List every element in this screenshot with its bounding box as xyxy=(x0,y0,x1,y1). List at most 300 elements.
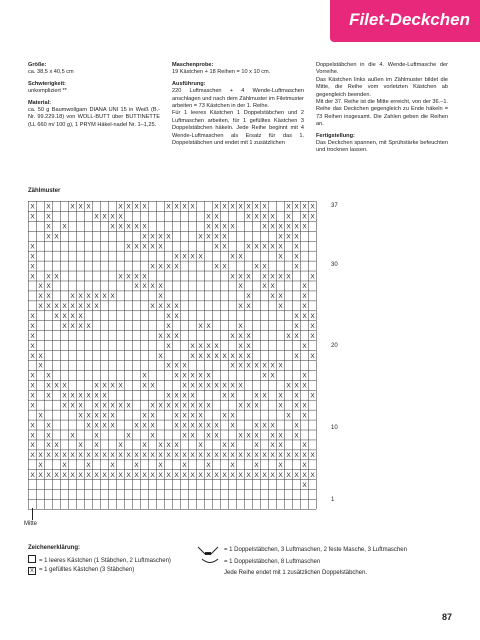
filled-cell: X xyxy=(62,382,67,390)
filled-cell: X xyxy=(262,283,267,291)
filled-cell: X xyxy=(302,203,307,211)
filled-cell: X xyxy=(166,263,171,271)
column-right xyxy=(316,62,448,159)
filled-cell: X xyxy=(198,372,203,380)
filled-cell: X xyxy=(38,352,43,360)
filled-cell: X xyxy=(230,362,235,370)
row-label-1: 1 xyxy=(331,497,335,503)
filled-cell: X xyxy=(30,342,35,350)
filled-cell: X xyxy=(238,253,243,261)
filled-cell: X xyxy=(246,213,251,221)
filled-cell: X xyxy=(286,273,291,281)
filled-cell: X xyxy=(294,452,299,460)
row-label-10: 10 xyxy=(331,425,338,431)
filled-cell: X xyxy=(214,452,219,460)
filled-cell: X xyxy=(134,203,139,211)
filled-cell: X xyxy=(310,392,315,400)
filled-cell: X xyxy=(94,303,99,311)
filled-cell: X xyxy=(142,472,147,480)
filled-cell: X xyxy=(238,352,243,360)
filled-cell: X xyxy=(222,223,227,231)
legend-empty-text: = 1 leeres Kästchen (1 Stäbchen, 2 Luftmaschen) xyxy=(39,558,171,564)
filled-cell: X xyxy=(78,472,83,480)
filled-cell: X xyxy=(38,452,43,460)
filled-cell: X xyxy=(230,332,235,340)
filled-cell: X xyxy=(150,412,155,420)
filled-cell: X xyxy=(142,203,147,211)
filled-cell: X xyxy=(62,322,67,330)
filled-cell: X xyxy=(198,472,203,480)
filled-cell: X xyxy=(62,462,67,470)
filled-cell: X xyxy=(46,293,51,301)
filled-cell: X xyxy=(302,303,307,311)
filled-cell: X xyxy=(214,203,219,211)
filled-cell: X xyxy=(30,213,35,221)
filled-cell: X xyxy=(86,462,91,470)
filled-cell: X xyxy=(174,442,179,450)
filled-cell: X xyxy=(230,452,235,460)
filled-cell: X xyxy=(246,293,251,301)
filled-cell: X xyxy=(254,203,259,211)
filled-cell: X xyxy=(222,263,227,271)
filled-cell: X xyxy=(110,402,115,410)
filled-cell: X xyxy=(110,213,115,221)
filled-cell: X xyxy=(78,412,83,420)
filled-cell: X xyxy=(254,432,259,440)
filled-cell: X xyxy=(278,392,283,400)
filled-cell: X xyxy=(286,203,291,211)
filled-cell: X xyxy=(174,472,179,480)
filled-cell: X xyxy=(174,412,179,420)
filled-cell: X xyxy=(246,273,251,281)
filled-cell: X xyxy=(110,462,115,470)
filled-cell: X xyxy=(174,402,179,410)
difficulty-heading: Schwierigkeit: xyxy=(28,80,66,87)
filled-cell: X xyxy=(246,472,251,480)
filled-cell: X xyxy=(78,402,83,410)
size-text: ca. 38,5 x 40,5 cm xyxy=(28,69,74,76)
filled-cell: X xyxy=(118,273,123,281)
filled-cell: X xyxy=(262,223,267,231)
filled-cell: X xyxy=(270,213,275,221)
filled-cell: X xyxy=(110,293,115,301)
filled-cell: X xyxy=(38,293,43,301)
filled-cell: X xyxy=(310,472,315,480)
filled-cell: X xyxy=(118,203,123,211)
filled-cell: X xyxy=(86,303,91,311)
title-banner xyxy=(330,0,480,42)
filled-cell: X xyxy=(262,263,267,271)
filled-cell: X xyxy=(270,452,275,460)
filled-cell: X xyxy=(118,382,123,390)
filled-cell: X xyxy=(262,452,267,460)
filled-cell: X xyxy=(126,203,131,211)
filled-cell: X xyxy=(270,273,275,281)
filled-cell: X xyxy=(246,432,251,440)
filled-cell: X xyxy=(302,412,307,420)
filled-cell: X xyxy=(206,233,211,241)
filled-cell: X xyxy=(302,382,307,390)
filled-cell: X xyxy=(174,332,179,340)
filled-cell: X xyxy=(158,452,163,460)
filled-cell: X xyxy=(286,472,291,480)
filled-cell: X xyxy=(294,263,299,271)
filled-cell: X xyxy=(294,392,299,400)
filled-cell: X xyxy=(62,452,67,460)
filled-cell: X xyxy=(246,362,251,370)
filled-cell: X xyxy=(262,372,267,380)
filled-cell: X xyxy=(158,442,163,450)
filled-cell: X xyxy=(174,362,179,370)
filled-cell: X xyxy=(142,452,147,460)
filled-cell: X xyxy=(198,412,203,420)
filled-cell: X xyxy=(54,273,59,281)
filled-cell: X xyxy=(46,452,51,460)
legend-empty xyxy=(28,555,171,565)
filled-cell: X xyxy=(30,402,35,410)
gauge-text: 19 Kästchen + 18 Reihen = 10 x 10 cm. xyxy=(172,69,271,76)
filled-cell: X xyxy=(150,263,155,271)
filled-cell: X xyxy=(214,472,219,480)
filled-cell: X xyxy=(78,442,83,450)
filled-cell: X xyxy=(214,352,219,360)
gauge-heading: Maschenprobe: xyxy=(172,62,214,68)
filled-cell: X xyxy=(230,412,235,420)
filled-cell: X xyxy=(230,462,235,470)
filled-cell: X xyxy=(286,382,291,390)
filled-cell: X xyxy=(286,332,291,340)
filled-cell: X xyxy=(310,213,315,221)
filled-cell: X xyxy=(262,472,267,480)
filled-cell: X xyxy=(158,233,163,241)
filled-cell: X xyxy=(182,472,187,480)
filled-cell: X xyxy=(94,382,99,390)
filled-cell: X xyxy=(294,332,299,340)
filled-cell: X xyxy=(222,233,227,241)
filled-cell: X xyxy=(166,332,171,340)
filled-cell: X xyxy=(302,293,307,301)
filled-cell: X xyxy=(254,263,259,271)
filled-cell: X xyxy=(174,263,179,271)
filled-cell: X xyxy=(54,472,59,480)
filled-cell: X xyxy=(174,313,179,321)
filled-cell: X xyxy=(182,412,187,420)
filled-cell: X xyxy=(126,223,131,231)
instructions-text: 220 Luftmaschen + 4 Wende-Luftmaschen anschlagen und nach dem Zählmuster im Filetmuster arbeiten = 73 Kästchen in der 1. Reihe. Für 1 leeres Kästchen 1 Doppelstäbchen und 2 Luftmaschen arbeiten, für 1 gefülltes Kästchen 3 Doppelstäbchen häkeln. Jede Reihe beginnt mit 4 Wende-Luftmaschen als Ersatz für das 1. Doppelstäbchen und endet mit 1 zusätzlichen xyxy=(172,88,304,147)
filled-cell: X xyxy=(30,372,35,380)
filled-cell: X xyxy=(118,213,123,221)
filled-cell: X xyxy=(286,223,291,231)
filled-cell: X xyxy=(222,472,227,480)
filled-cell: X xyxy=(38,303,43,311)
filled-cell: X xyxy=(278,442,283,450)
filled-cell: X xyxy=(158,303,163,311)
filled-cell: X xyxy=(278,243,283,251)
filled-cell: X xyxy=(270,472,275,480)
filled-cell: X xyxy=(262,243,267,251)
filled-cell: X xyxy=(86,322,91,330)
filled-cell: X xyxy=(102,382,107,390)
filled-cell: X xyxy=(38,462,43,470)
filled-cell: X xyxy=(86,392,91,400)
filled-cell: X xyxy=(142,273,147,281)
filled-cell: X xyxy=(54,303,59,311)
filled-cell: X xyxy=(206,213,211,221)
filled-cell: X xyxy=(230,442,235,450)
filled-cell: X xyxy=(70,293,75,301)
filled-cell: X xyxy=(254,462,259,470)
filled-cell: X xyxy=(94,293,99,301)
filled-cell: X xyxy=(150,452,155,460)
filled-cell: X xyxy=(246,203,251,211)
filled-cell: X xyxy=(134,462,139,470)
filled-cell: X xyxy=(294,322,299,330)
filled-cell: X xyxy=(54,382,59,390)
filled-cell: X xyxy=(30,352,35,360)
filled-cell: X xyxy=(70,203,75,211)
filled-cell: X xyxy=(198,352,203,360)
filled-cell: X xyxy=(270,372,275,380)
filled-cell: X xyxy=(278,233,283,241)
filled-cell: X xyxy=(270,422,275,430)
filled-cell: X xyxy=(246,332,251,340)
filled-cell: X xyxy=(302,452,307,460)
filled-cell: X xyxy=(86,452,91,460)
filled-cell: X xyxy=(190,412,195,420)
page-number: 87 xyxy=(441,612,452,622)
filled-cell: X xyxy=(254,392,259,400)
filled-cell: X xyxy=(222,203,227,211)
filled-cell: X xyxy=(118,223,123,231)
filled-cell: X xyxy=(294,223,299,231)
filled-cell: X xyxy=(278,432,283,440)
filled-cell: X xyxy=(150,303,155,311)
filled-cell: X xyxy=(278,452,283,460)
material-text: ca. 50 g Baumwollgarn DIANA UNI 15 in Weiß (B.-Nr. 99.229.18) von WOLL-BUTT über BUTTINETTE (LL 660 m/ 100 g), 1 PRYM Häkel-nadel Nr. 1–1,25. xyxy=(28,107,162,128)
filled-cell: X xyxy=(166,303,171,311)
filled-cell: X xyxy=(302,372,307,380)
filled-cell: X xyxy=(142,442,147,450)
filled-cell: X xyxy=(166,472,171,480)
filled-cell: X xyxy=(230,273,235,281)
filled-cell: X xyxy=(70,322,75,330)
filled-cell: X xyxy=(262,362,267,370)
filled-cell: X xyxy=(310,203,315,211)
filled-cell: X xyxy=(158,283,163,291)
filled-cell: X xyxy=(238,283,243,291)
filled-cell: X xyxy=(262,213,267,221)
filled-cell: X xyxy=(70,452,75,460)
filled-cell: X xyxy=(254,362,259,370)
filled-cell: X xyxy=(142,422,147,430)
filled-cell: X xyxy=(238,362,243,370)
filled-cell: X xyxy=(206,472,211,480)
filled-cell: X xyxy=(278,462,283,470)
filled-cell: X xyxy=(302,442,307,450)
filled-cell: X xyxy=(302,283,307,291)
filled-cell: X xyxy=(246,452,251,460)
filled-cell: X xyxy=(230,422,235,430)
filled-cell: X xyxy=(190,253,195,261)
filled-cell: X xyxy=(134,223,139,231)
filled-cell: X xyxy=(294,203,299,211)
filled-cell: X xyxy=(110,452,115,460)
legend-fan-text: = 1 Doppelstäbchen, 3 Luftmaschen, 2 feste Masche, 3 Luftmaschen xyxy=(224,547,407,553)
finishing-heading: Fertigstellung: xyxy=(316,132,355,139)
filled-cell: X xyxy=(166,392,171,400)
filled-cell: X xyxy=(230,382,235,390)
filled-cell: X xyxy=(46,223,51,231)
filled-cell: X xyxy=(286,233,291,241)
filled-cell: X xyxy=(70,472,75,480)
filled-cell: X xyxy=(78,303,83,311)
filled-cell: X xyxy=(142,372,147,380)
filled-cell: X xyxy=(294,402,299,410)
legend-note: Jede Reihe endet mit 1 zusätzlichen Doppelstäbchen. xyxy=(224,570,368,576)
filled-cell: X xyxy=(222,382,227,390)
filled-cell: X xyxy=(38,283,43,291)
filled-cell: X xyxy=(270,243,275,251)
filled-cell: X xyxy=(286,213,291,221)
filled-cell: X xyxy=(310,452,315,460)
filled-cell: X xyxy=(30,382,35,390)
filet-chart xyxy=(28,201,317,510)
filled-cell: X xyxy=(190,402,195,410)
filled-cell: X xyxy=(278,273,283,281)
filled-cell: X xyxy=(294,432,299,440)
filled-cell: X xyxy=(158,462,163,470)
filled-cell: X xyxy=(206,223,211,231)
filled-cell: X xyxy=(126,402,131,410)
filled-cell: X xyxy=(86,412,91,420)
filled-cell: X xyxy=(174,253,179,261)
filled-cell: X xyxy=(150,432,155,440)
finishing-text: Das Deckchen spannen, mit Sprühstärke befeuchten und trocknen lassen. xyxy=(316,140,450,154)
filled-cell: X xyxy=(46,392,51,400)
legend-filled xyxy=(28,566,134,575)
row-label-20: 20 xyxy=(331,343,338,349)
filled-cell: X xyxy=(54,442,59,450)
filled-cell: X xyxy=(70,313,75,321)
filled-cell: X xyxy=(214,223,219,231)
filled-cell: X xyxy=(198,452,203,460)
size-heading: Größe: xyxy=(28,62,47,68)
filled-cell: X xyxy=(238,382,243,390)
filled-cell: X xyxy=(150,233,155,241)
filled-cell: X xyxy=(30,442,35,450)
filled-cell: X xyxy=(214,432,219,440)
filled-cell: X xyxy=(166,313,171,321)
filled-cell: X xyxy=(230,352,235,360)
filled-cell: X xyxy=(302,313,307,321)
filled-cell: X xyxy=(86,203,91,211)
filled-cell: X xyxy=(206,352,211,360)
filled-cell: X xyxy=(46,273,51,281)
filled-cell: X xyxy=(246,303,251,311)
filled-cell: X xyxy=(142,283,147,291)
filled-cell: X xyxy=(206,452,211,460)
legend-filled-text: = 1 gefülltes Kästchen (3 Stäbchen) xyxy=(39,567,135,573)
filled-cell: X xyxy=(166,402,171,410)
filled-cell: X xyxy=(62,303,67,311)
filled-cell: X xyxy=(78,322,83,330)
filled-cell: X xyxy=(214,233,219,241)
filled-cell: X xyxy=(174,422,179,430)
filled-cell: X xyxy=(86,472,91,480)
filled-cell: X xyxy=(86,422,91,430)
filled-cell: X xyxy=(302,402,307,410)
filled-cell: X xyxy=(198,253,203,261)
filled-cell: X xyxy=(30,332,35,340)
filled-cell: X xyxy=(150,243,155,251)
filled-cell: X xyxy=(182,382,187,390)
filled-cell: X xyxy=(190,372,195,380)
filled-cell: X xyxy=(174,372,179,380)
filled-cell: X xyxy=(102,472,107,480)
filled-cell: X xyxy=(94,213,99,221)
filled-cell: X xyxy=(78,313,83,321)
filled-cell: X xyxy=(270,223,275,231)
filled-cell: X xyxy=(118,452,123,460)
filled-cell: X xyxy=(118,472,123,480)
filled-cell: X xyxy=(254,422,259,430)
filled-cell: X xyxy=(62,313,67,321)
filled-cell: X xyxy=(46,432,51,440)
filled-cell: X xyxy=(182,432,187,440)
filled-cell: X xyxy=(46,203,51,211)
filled-cell: X xyxy=(62,402,67,410)
filled-cell: X xyxy=(94,402,99,410)
filled-cell: X xyxy=(238,432,243,440)
filled-cell: X xyxy=(238,203,243,211)
filled-cell: X xyxy=(190,392,195,400)
filled-cell: X xyxy=(78,392,83,400)
filled-cell: X xyxy=(214,422,219,430)
filled-cell: X xyxy=(190,432,195,440)
filled-cell: X xyxy=(270,442,275,450)
filled-cell: X xyxy=(182,452,187,460)
filled-cell: X xyxy=(294,422,299,430)
filled-cell: X xyxy=(30,432,35,440)
filled-cell: X xyxy=(174,392,179,400)
empty-box-icon xyxy=(28,555,36,563)
filled-cell: X xyxy=(158,352,163,360)
filled-cell: X xyxy=(94,452,99,460)
filled-cell: X xyxy=(166,342,171,350)
filled-cell: X xyxy=(262,392,267,400)
filled-cell: X xyxy=(230,223,235,231)
filled-cell: X xyxy=(190,382,195,390)
filled-cell: X xyxy=(302,223,307,231)
filled-cell: X xyxy=(190,472,195,480)
filled-cell: X xyxy=(302,462,307,470)
filled-cell: X xyxy=(214,382,219,390)
filled-cell: X xyxy=(102,213,107,221)
filled-cell: X xyxy=(110,422,115,430)
filled-cell: X xyxy=(102,293,107,301)
filled-cell: X xyxy=(174,303,179,311)
filled-cell: X xyxy=(134,472,139,480)
filled-cell: X xyxy=(30,422,35,430)
filled-cell: X xyxy=(278,223,283,231)
filled-cell: X xyxy=(270,293,275,301)
filled-cell: X xyxy=(238,322,243,330)
filled-cell: X xyxy=(46,472,51,480)
filled-cell: X xyxy=(30,452,35,460)
filled-cell: X xyxy=(134,422,139,430)
filled-cell: X xyxy=(238,332,243,340)
filled-cell: X xyxy=(238,342,243,350)
